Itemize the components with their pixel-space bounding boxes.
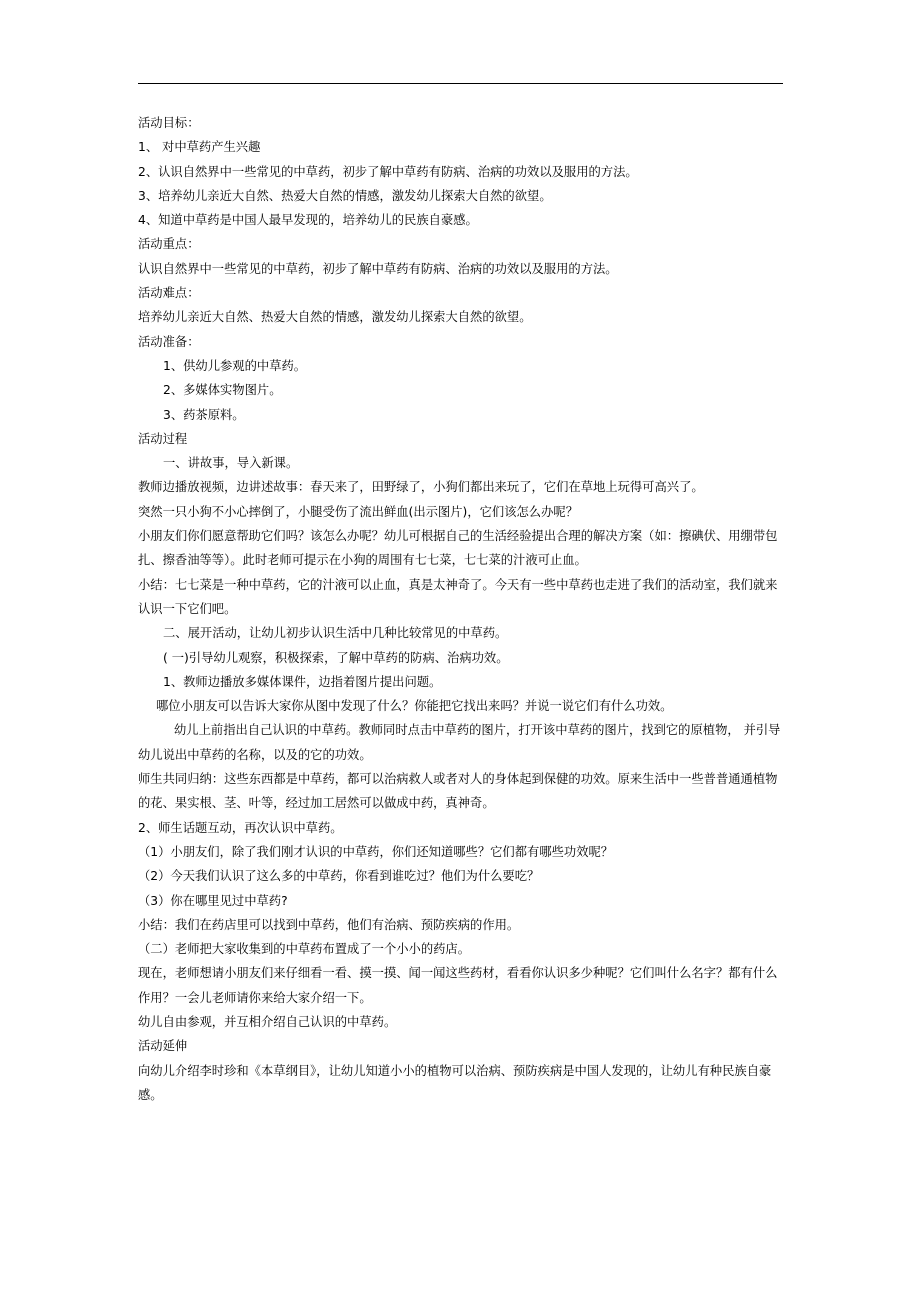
goal-item-2: 2、认识自然界中一些常见的中草药，初步了解中草药有防病、治病的功效以及服用的方法。 (138, 164, 638, 179)
key-point-text: 认识自然界中一些常见的中草药，初步了解中草药有防病、治病的功效以及服用的方法。 (138, 261, 618, 276)
question-item-3: （3）你在哪里见过中草药? (138, 893, 288, 908)
process-paragraph: 现在，老师想请小朋友们来仔细看一看、摸一摸、闻一闻这些药材，看看你认识多少种呢？它们叫什么名字？都有什么作用？一会儿老师请你来给大家介绍一下。 (138, 966, 778, 1005)
process-substep-1-item-1: 1、教师边播放多媒体课件，边指着图片提出问题。 (163, 674, 442, 689)
process-substep-2-title: （二）老师把大家收集到的中草药布置成了一个小小的药店。 (138, 942, 471, 957)
question-item-2: （2）今天我们认识了这么多的中草药，你看到谁吃过？他们为什么要吃？ (138, 869, 540, 884)
process-paragraph: 幼儿自由参观，并互相介绍自己认识的中草药。 (138, 1014, 397, 1029)
process-paragraph-text: 幼儿上前指出自己认识的中草药。教师同时点击中草药的图片，打开该中草药的图片，找到它的原植物， 并引导幼儿说出中草药的名称，以及的它的功效。 (138, 723, 781, 762)
process-step-1-title: 一、讲故事，导入新课。 (163, 456, 299, 471)
section-heading-preparation: 活动准备： (138, 334, 200, 349)
section-heading-difficulty: 活动难点： (138, 286, 200, 301)
process-paragraph: 教师边播放视频，边讲述故事：春天来了，田野绿了，小狗们都出来玩了，它们在草地上玩得可高兴了。 (138, 480, 704, 495)
goal-item-3: 3、培养幼儿亲近大自然、热爱大自然的情感，激发幼儿探索大自然的欲望。 (138, 188, 552, 203)
process-summary-2: 小结：我们在药店里可以找到中草药，他们有治病、预防疾病的作用。 (138, 917, 520, 932)
header-rule (138, 83, 783, 84)
goal-item-4: 4、知道中草药是中国人最早发现的，培养幼儿的民族自豪感。 (138, 213, 478, 228)
process-paragraph: 哪位小朋友可以告诉大家你从图中发现了什么？你能把它找出来吗？并说一说它们有什么功效。 (156, 699, 673, 714)
difficulty-text: 培养幼儿亲近大自然、热爱大自然的情感，激发幼儿探索大自然的欲望。 (138, 310, 532, 325)
process-substep-1-item-2: 2、师生话题互动，再次认识中草药。 (138, 820, 343, 835)
preparation-item-1: 1、供幼儿参观的中草药。 (163, 358, 307, 373)
section-heading-goals: 活动目标： (138, 116, 200, 130)
document-body (138, 111, 788, 1107)
process-substep-1-title: ( 一)引导幼儿观察，积极探索，了解中草药的防病、治病功效。 (163, 650, 509, 665)
extension-text: 向幼儿介绍李时珍和《本草纲目》，让幼儿知道小小的植物可以治病、预防疾病是中国人发现的，让幼儿有种民族自豪感。 (138, 1063, 772, 1102)
process-paragraph: 小朋友们你们愿意帮助它们吗？该怎么办呢？幼儿可根据自己的生活经验提出合理的解决方案（如：擦碘伏、用绷带包扎、擦香油等等）。此时老师可提示在小狗的周围有七七菜，七七菜的汁液可止血。 (138, 529, 778, 568)
preparation-item-2: 2、多媒体实物图片。 (163, 383, 282, 398)
process-paragraph (138, 718, 788, 767)
preparation-item-3: 3、药茶原料。 (163, 407, 245, 422)
process-summary-1: 小结：七七菜是一种中草药，它的汁液可以止血，真是太神奇了。今天有一些中草药也走进了我们的活动室，我们就来认识一下它们吧。 (138, 577, 778, 616)
process-paragraph: 师生共同归纳：这些东西都是中草药，都可以治病救人或者对人的身体起到保健的功效。原来生活中一些普普通通植物的花、果实根、茎、叶等，经过加工居然可以做成中药，真神奇。 (138, 772, 778, 811)
section-heading-extension: 活动延伸 (138, 1039, 188, 1054)
process-paragraph: 突然一只小狗不小心摔倒了，小腿受伤了流出鲜血(出示图片)，它们该怎么办呢？ (138, 504, 578, 519)
section-heading-process: 活动过程 (138, 431, 188, 446)
section-heading-key-point: 活动重点： (138, 237, 200, 252)
question-item-1: （1）小朋友们，除了我们刚才认识的中草药，你们还知道哪些？它们都有哪些功效呢？ (138, 844, 614, 859)
process-step-2-title: 二、展开活动，让幼儿初步认识生活中几种比较常见的中草药。 (163, 626, 508, 641)
goal-item-1: 1、 对中草药产生兴趣 (138, 140, 261, 155)
